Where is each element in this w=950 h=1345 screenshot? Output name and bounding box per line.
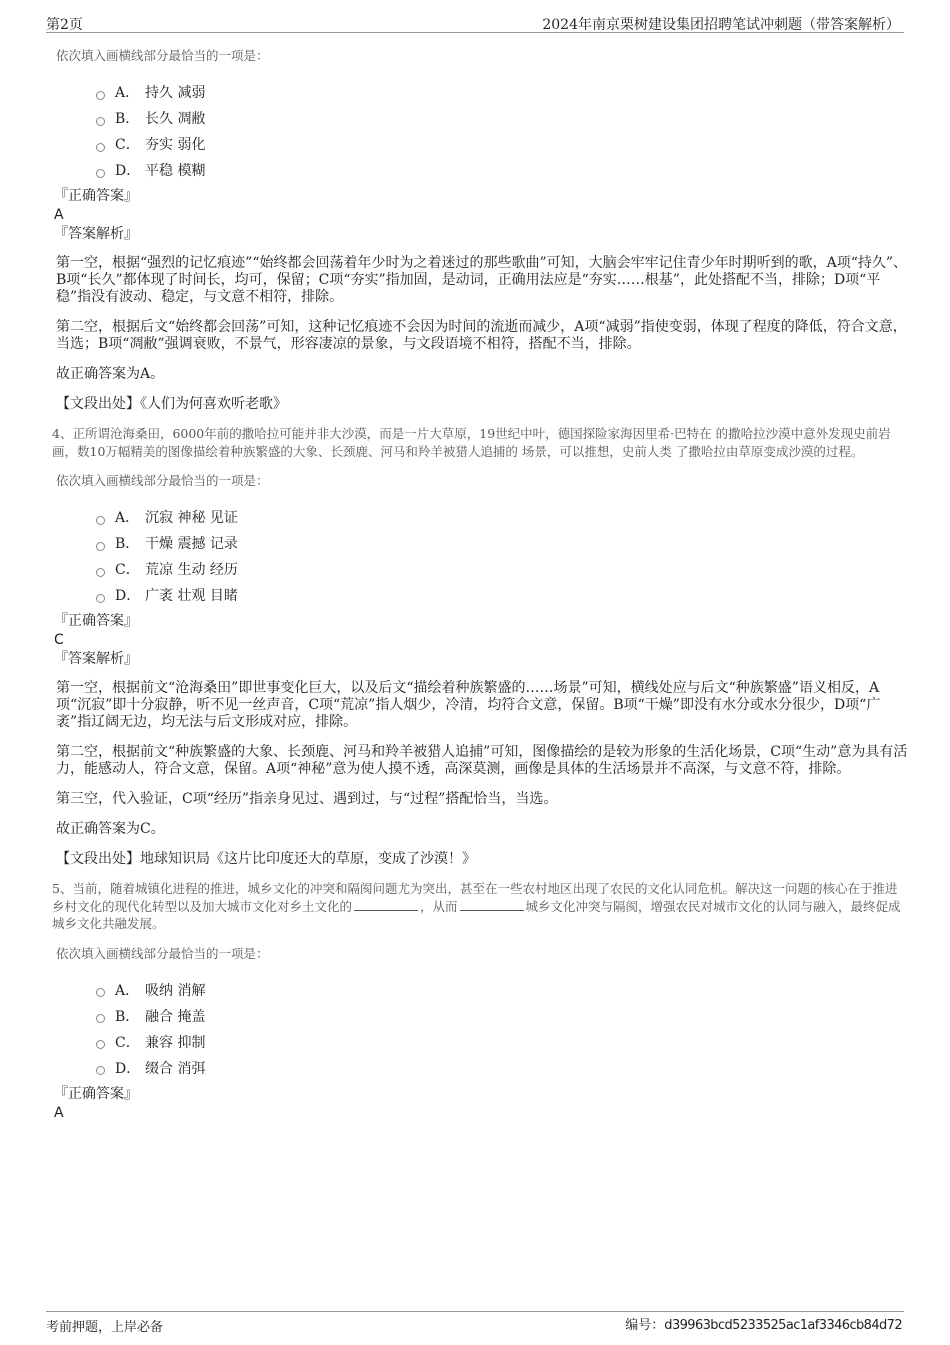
q3-option-c[interactable]: C． 夯实 弱化 [96,132,908,158]
q3-analysis-1: 第一空，根据“强烈的记忆痕迹”“始终都会回荡着年少时为之着迷过的那些歌曲”可知，大脑会牢牢记住青少年时期听到的歌，A项“持久”、B项“长久”都体现了时间长，均可，保留；C项“夯实”指加固，是动词，正确用法应是“夯实……根基”，此处搭配不当，排除；D项“平稳”指没有波动、稳定，与文意不相符，排除。 [56,255,908,305]
q5-option-a[interactable]: A． 吸纳 消解 [96,978,908,1004]
radio-icon[interactable] [96,143,105,152]
q3-option-a[interactable]: A． 持久 减弱 [96,80,908,106]
q5-option-b[interactable]: B． 融合 掩盖 [96,1004,908,1030]
q4-answer: C [54,632,64,648]
q3-source: 【文段出处】《人们为何喜欢听老歌》 [56,396,287,412]
q3-options [96,80,908,184]
radio-icon[interactable] [96,988,105,997]
q5-options [96,978,908,1082]
q4-analysis-label: 『答案解析』 [54,651,138,667]
q5-prompt: 依次填入画横线部分最恰当的一项是： [56,945,269,961]
q4-options [96,505,908,609]
page-content [52,48,908,1122]
radio-icon[interactable] [96,1014,105,1023]
radio-icon[interactable] [96,169,105,178]
q4-option-c[interactable]: C． 荒凉 生动 经历 [96,557,908,583]
q4-analysis-2: 第二空，根据前文“种族繁盛的大象、长颈鹿、河马和羚羊被猎人追捕”可知，图像描绘的是较为形象的生活化场景，C项“生动”意为具有活力，能感动人，符合文意，保留。A项“神秘”意为使人摸不透，高深莫测，画像是具体的生活场景并不高深，与文意不符，排除。 [56,744,908,777]
document-title: 2024年南京栗树建设集团招聘笔试冲刺题（带答案解析） [542,17,900,33]
q5-text: 5、当前，随着城镇化进程的推进，城乡文化的冲突和隔阂问题尤为突出，甚至在一些农村地区出现了农民的文化认同危机。解决这一问题的核心在于推进乡村文化的现代化转型以及加大城市文化对乡土文化的 ，从而 城乡文化冲突与隔阂，增强农民对城市文化的认同与融入，最终促成城乡文化共融发展。 [52,881,901,931]
q3-analysis-2: 第二空，根据后文“始终都会回荡”可知，这种记忆痕迹不会因为时间的流逝而减少，A项“减弱”指使变弱，体现了程度的降低，符合文意，当选；B项“凋敝”强调衰败，不景气，形容凄凉的景象，与文段语境不相符，搭配不当，排除。 [56,319,907,352]
q4-analysis-1: 第一空，根据前文“沧海桑田”即世事变化巨大，以及后文“描绘着种族繁盛的……场景”可知，横线处应与后文“种族繁盛”语义相反，A项“沉寂”即十分寂静，听不见一丝声音，C项“荒凉”指人烟少，冷清，均符合文意，保留。B项“干燥”即没有水分或水分很少，D项“广袤”指辽阔无边，均无法与后文形成对应，排除。 [56,680,881,730]
q5-answer-label: 『正确答案』 [54,1085,138,1102]
footer-slogan: 考前押题，上岸必备 [46,1320,164,1335]
radio-icon[interactable] [96,1066,105,1075]
radio-icon[interactable] [96,91,105,100]
radio-icon[interactable] [96,594,105,603]
q5-option-c[interactable]: C． 兼容 抑制 [96,1030,908,1056]
q5-answer: A [54,1104,64,1121]
radio-icon[interactable] [96,542,105,551]
q3-option-b[interactable]: B． 长久 凋敝 [96,106,908,132]
q4-source: 【文段出处】地球知识局《这片比印度还大的草原，变成了沙漠！》 [56,851,476,867]
radio-icon[interactable] [96,1040,105,1049]
blank-1 [354,900,418,911]
q3-analysis-3: 故正确答案为A。 [56,366,165,382]
q3-option-d[interactable]: D． 平稳 模糊 [96,158,908,184]
document-code: 编号：d39963bcd5233525ac1af3346cb84d72 [625,1318,902,1333]
page-footer [46,1311,904,1334]
radio-icon[interactable] [96,568,105,577]
q4-text: 4、正所谓沧海桑田，6000年前的撒哈拉可能并非大沙漠，而是一片大草原，19世纪中叶，德国探险家海因里希·巴特在 的撒哈拉沙漠中意外发现史前岩画，数10万幅精美的图像描绘着种族繁盛的大象、长颈鹿、河马和羚羊被猎人追捕的 场景，可以推想，史前人类 了撒哈拉由草原变成沙漠的过程。 [52,426,891,459]
blank-2 [460,900,524,911]
q3-answer: A [54,207,64,223]
page-header [46,14,904,33]
q4-option-d[interactable]: D． 广袤 壮观 目睹 [96,583,908,609]
radio-icon[interactable] [96,117,105,126]
q4-option-b[interactable]: B． 干燥 震撼 记录 [96,531,908,557]
q4-option-a[interactable]: A． 沉寂 神秘 见证 [96,505,908,531]
q3-analysis-label: 『答案解析』 [54,226,138,242]
q3-answer-label: 『正确答案』 [54,188,138,204]
radio-icon[interactable] [96,516,105,525]
q4-prompt: 依次填入画横线部分最恰当的一项是： [56,473,269,488]
q4-analysis-3: 第三空，代入验证，C项“经历”指亲身见过、遇到过，与“过程”搭配恰当，当选。 [56,791,558,807]
q5-option-d[interactable]: D． 缀合 消弭 [96,1056,908,1082]
q4-answer-label: 『正确答案』 [54,613,138,629]
page-number: 第2页 [46,17,83,33]
q3-prompt: 依次填入画横线部分最恰当的一项是： [56,48,269,63]
q4-analysis-4: 故正确答案为C。 [56,821,165,837]
